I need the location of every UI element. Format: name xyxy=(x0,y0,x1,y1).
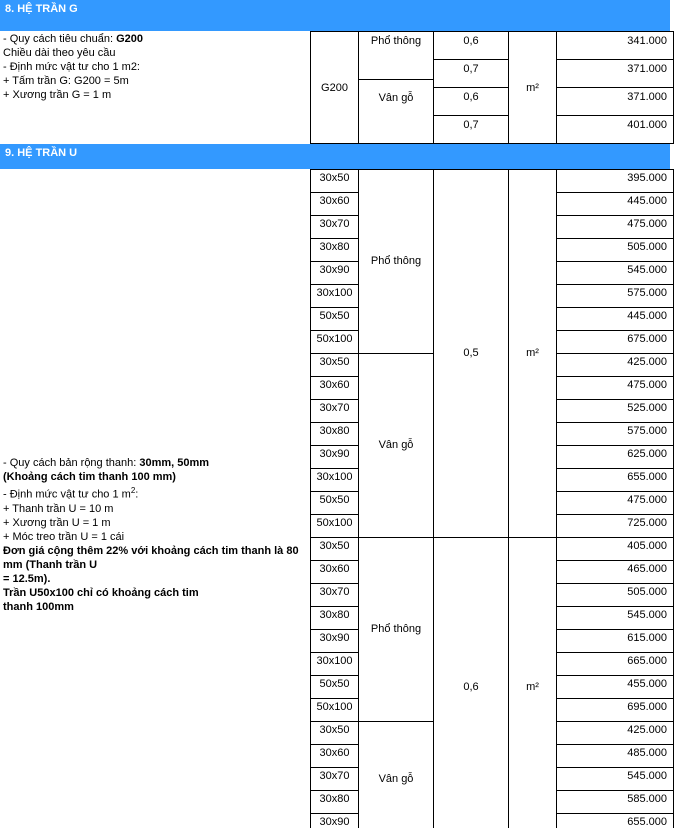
type-cell-common[interactable] xyxy=(358,31,434,80)
size-cell[interactable] xyxy=(310,445,359,469)
size-cell[interactable] xyxy=(310,376,359,400)
surcharge-line-2: mm (Thanh trần U xyxy=(3,558,98,571)
price-value: 505.000 xyxy=(627,241,667,253)
section-8-description[interactable] xyxy=(0,32,310,142)
unit-cell[interactable] xyxy=(508,537,557,828)
surcharge-line-3: = 12.5m). xyxy=(3,572,51,585)
size-cell[interactable] xyxy=(310,698,359,722)
size-value: 50x50 xyxy=(319,310,350,322)
length-line: Chiều dài theo yêu cầu xyxy=(3,47,116,59)
size-cell[interactable] xyxy=(310,537,359,561)
price-cell[interactable] xyxy=(556,330,674,354)
section-8-header[interactable] xyxy=(0,0,670,31)
price-cell[interactable] xyxy=(556,169,674,193)
frame-line: + Xương trần U = 1 m xyxy=(3,516,111,529)
price-value: 455.000 xyxy=(627,678,667,690)
price-value: 625.000 xyxy=(627,448,667,460)
size-value: 30x100 xyxy=(316,287,353,299)
size-cell[interactable] xyxy=(310,284,359,308)
thickness-value: 0,7 xyxy=(463,63,479,75)
price-value: 655.000 xyxy=(627,816,667,828)
type-label: Phổ thông xyxy=(370,35,422,47)
size-cell[interactable] xyxy=(310,606,359,630)
price-value: 665.000 xyxy=(627,655,667,667)
price-cell[interactable] xyxy=(556,307,674,331)
surcharge-line: Đơn giá cộng thêm 22% với khoảng cách tim thanh là 80 xyxy=(3,544,299,557)
size-value: 50x50 xyxy=(319,494,350,506)
size-cell[interactable] xyxy=(310,652,359,676)
spacing-line: (Khoảng cách tim thanh 100 mm) xyxy=(3,471,176,483)
price-value: 615.000 xyxy=(627,632,667,644)
size-cell[interactable] xyxy=(310,629,359,653)
type-value: Phổ thông xyxy=(370,255,422,267)
price-cell[interactable] xyxy=(556,491,674,515)
size-value: 30x60 xyxy=(319,195,350,207)
type-cell-wood[interactable] xyxy=(358,79,434,144)
type-cell[interactable] xyxy=(358,353,434,538)
norm-line: - Định mức vật tư cho 1 $m^2$: xyxy=(3,486,139,501)
price-value: 395.000 xyxy=(627,172,667,184)
price-value: 655.000 xyxy=(627,471,667,483)
price-cell[interactable] xyxy=(556,468,674,492)
price-value: 585.000 xyxy=(627,793,667,805)
section-9-title: 9. HỆ TRẦN U xyxy=(5,147,78,159)
spec-line: - Quy cách tiêu chuẩn: G200 xyxy=(3,33,144,45)
price-value: 575.000 xyxy=(627,425,667,437)
thickness-cell[interactable] xyxy=(433,169,509,538)
price-value: 475.000 xyxy=(627,379,667,391)
price-cell[interactable] xyxy=(556,721,674,745)
size-cell[interactable] xyxy=(310,675,359,699)
hook-line: + Móc treo trần U = 1 cái xyxy=(3,530,125,543)
price-value: 425.000 xyxy=(627,724,667,736)
price-cell[interactable] xyxy=(556,422,674,446)
price-value: 545.000 xyxy=(627,609,667,621)
thickness-cell[interactable] xyxy=(433,59,509,88)
size-value: 30x80 xyxy=(319,425,350,437)
type-label: Vân gỗ xyxy=(378,92,414,104)
size-cell[interactable] xyxy=(310,330,359,354)
price-value: 425.000 xyxy=(627,356,667,368)
size-value: 30x80 xyxy=(319,793,350,805)
price-value: 485.000 xyxy=(627,747,667,759)
price-value: 725.000 xyxy=(627,517,667,529)
size-cell[interactable] xyxy=(310,560,359,584)
size-value: 30x90 xyxy=(319,632,350,644)
code-value: G200 xyxy=(321,82,348,94)
price-value: 445.000 xyxy=(627,195,667,207)
norm-line: - Định mức vật tư cho 1 m2: xyxy=(3,61,140,73)
thickness-value: 0,6 xyxy=(463,91,479,103)
panel-line: + Tấm trần G: G200 = 5m xyxy=(3,75,129,87)
price-value: 465.000 xyxy=(627,563,667,575)
unit-cell[interactable] xyxy=(508,169,557,538)
size-value: 50x100 xyxy=(316,701,353,713)
price-value: 371.000 xyxy=(627,91,667,103)
unit-value: m² xyxy=(526,681,539,693)
price-cell[interactable] xyxy=(556,238,674,262)
size-value: 50x50 xyxy=(319,678,350,690)
price-cell[interactable] xyxy=(556,115,674,144)
thickness-value: 0,7 xyxy=(463,119,479,131)
size-value: 30x50 xyxy=(319,540,350,552)
size-cell[interactable] xyxy=(310,744,359,768)
size-cell[interactable] xyxy=(310,468,359,492)
price-cell[interactable] xyxy=(556,514,674,538)
price-cell[interactable] xyxy=(556,629,674,653)
price-cell[interactable] xyxy=(556,215,674,239)
price-value: 445.000 xyxy=(627,310,667,322)
price-value: 695.000 xyxy=(627,701,667,713)
section-9-header[interactable] xyxy=(0,144,670,169)
size-value: 50x100 xyxy=(316,517,353,529)
price-cell[interactable] xyxy=(556,583,674,607)
size-value: 30x50 xyxy=(319,724,350,736)
price-cell[interactable] xyxy=(556,376,674,400)
type-value: Vân gỗ xyxy=(378,773,414,785)
size-value: 30x80 xyxy=(319,241,350,253)
price-cell[interactable] xyxy=(556,652,674,676)
size-value: 30x50 xyxy=(319,356,350,368)
price-value: 475.000 xyxy=(627,218,667,230)
price-cell[interactable] xyxy=(556,537,674,561)
width-line: - Quy cách bản rộng thanh: 30mm, 50mm xyxy=(3,457,210,469)
price-value: 401.000 xyxy=(627,119,667,131)
price-cell[interactable] xyxy=(556,698,674,722)
size-value: 30x60 xyxy=(319,747,350,759)
size-cell[interactable] xyxy=(310,813,359,828)
price-value: 545.000 xyxy=(627,264,667,276)
size-value: 50x100 xyxy=(316,333,353,345)
thickness-value: 0,5 xyxy=(463,347,479,359)
size-value: 30x90 xyxy=(319,264,350,276)
price-value: 545.000 xyxy=(627,770,667,782)
price-cell[interactable] xyxy=(556,606,674,630)
price-cell[interactable] xyxy=(556,813,674,828)
price-value: 475.000 xyxy=(627,494,667,506)
size-cell[interactable] xyxy=(310,583,359,607)
size-value: 30x100 xyxy=(316,655,353,667)
thickness-value: 0,6 xyxy=(463,681,479,693)
size-cell[interactable] xyxy=(310,307,359,331)
size-value: 30x50 xyxy=(319,172,350,184)
size-value: 30x100 xyxy=(316,471,353,483)
size-value: 30x70 xyxy=(319,586,350,598)
price-cell[interactable] xyxy=(556,675,674,699)
price-value: 371.000 xyxy=(627,63,667,75)
price-value: 341.000 xyxy=(627,35,667,47)
price-cell[interactable] xyxy=(556,790,674,814)
price-value: 675.000 xyxy=(627,333,667,345)
price-cell[interactable] xyxy=(556,353,674,377)
size-cell[interactable] xyxy=(310,491,359,515)
size-value: 30x60 xyxy=(319,379,350,391)
size-cell[interactable] xyxy=(310,238,359,262)
type-value: Phổ thông xyxy=(370,623,422,635)
type-cell[interactable] xyxy=(358,537,434,722)
section-8-title: 8. HỆ TRẦN G xyxy=(5,3,78,15)
price-cell[interactable] xyxy=(556,767,674,791)
type-value: Vân gỗ xyxy=(378,439,414,451)
size-cell[interactable] xyxy=(310,514,359,538)
size-value: 30x90 xyxy=(319,448,350,460)
price-cell[interactable] xyxy=(556,192,674,216)
price-cell[interactable] xyxy=(556,87,674,116)
unit-cell[interactable] xyxy=(508,31,557,144)
note-line: Trần U50x100 chỉ có khoảng cách tim xyxy=(3,586,199,599)
size-cell[interactable] xyxy=(310,721,359,745)
unit-value: m² xyxy=(526,82,539,94)
price-value: 525.000 xyxy=(627,402,667,414)
frame-line: + Xương trần G = 1 m xyxy=(3,89,112,101)
thickness-value: 0,6 xyxy=(463,35,479,47)
price-cell[interactable] xyxy=(556,284,674,308)
size-value: 30x90 xyxy=(319,816,350,828)
size-cell[interactable] xyxy=(310,192,359,216)
size-value: 30x70 xyxy=(319,218,350,230)
size-value: 30x80 xyxy=(319,609,350,621)
bar-line: + Thanh trần U = 10 m xyxy=(3,502,114,515)
price-value: 505.000 xyxy=(627,586,667,598)
size-cell[interactable] xyxy=(310,215,359,239)
price-cell[interactable] xyxy=(556,744,674,768)
thickness-cell[interactable] xyxy=(433,31,509,60)
size-value: 30x70 xyxy=(319,770,350,782)
thickness-cell[interactable] xyxy=(433,87,509,116)
size-cell[interactable] xyxy=(310,261,359,285)
price-value: 575.000 xyxy=(627,287,667,299)
price-value: 405.000 xyxy=(627,540,667,552)
size-value: 30x70 xyxy=(319,402,350,414)
price-cell[interactable] xyxy=(556,31,674,60)
size-value: 30x60 xyxy=(319,563,350,575)
size-cell[interactable] xyxy=(310,169,359,193)
code-cell[interactable] xyxy=(310,31,359,144)
price-cell[interactable] xyxy=(556,560,674,584)
thickness-cell[interactable] xyxy=(433,537,509,828)
size-cell[interactable] xyxy=(310,399,359,423)
unit-value: m² xyxy=(526,347,539,359)
price-cell[interactable] xyxy=(556,59,674,88)
price-cell[interactable] xyxy=(556,261,674,285)
thickness-cell[interactable] xyxy=(433,115,509,144)
type-cell[interactable] xyxy=(358,721,434,828)
price-cell[interactable] xyxy=(556,399,674,423)
size-cell[interactable] xyxy=(310,422,359,446)
price-cell[interactable] xyxy=(556,445,674,469)
size-cell[interactable] xyxy=(310,790,359,814)
size-cell[interactable] xyxy=(310,767,359,791)
note-line-2: thanh 100mm xyxy=(3,600,74,613)
type-cell[interactable] xyxy=(358,169,434,354)
section-9-description[interactable] xyxy=(0,456,312,626)
size-cell[interactable] xyxy=(310,353,359,377)
